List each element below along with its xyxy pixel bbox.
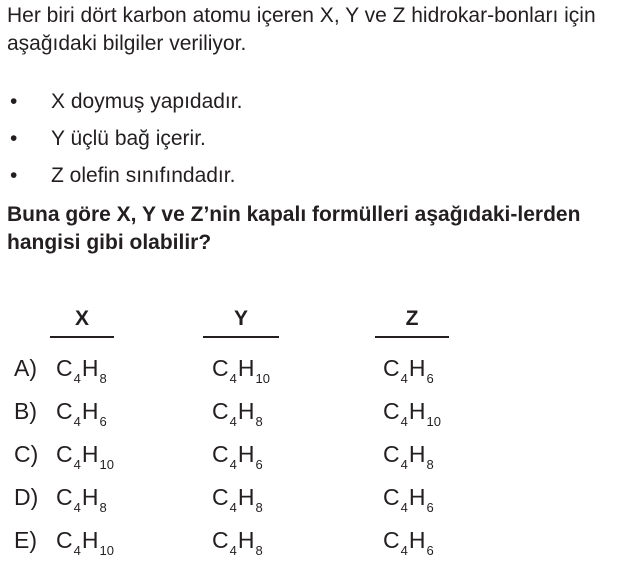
info-item xyxy=(0,127,640,164)
hydrogen-count: 6 xyxy=(99,414,107,429)
formula-x xyxy=(56,397,108,429)
element-symbol: H xyxy=(408,484,426,510)
element-symbol: H xyxy=(81,527,99,553)
formula-x xyxy=(56,526,115,558)
element-symbol: C xyxy=(383,484,400,510)
element-symbol: H xyxy=(408,527,426,553)
element-symbol: C xyxy=(56,398,73,424)
info-item xyxy=(0,90,640,127)
element-symbol: C xyxy=(383,398,400,424)
carbon-count: 4 xyxy=(73,457,81,472)
formula-z xyxy=(383,397,442,429)
element-symbol: H xyxy=(81,484,99,510)
hydrogen-count: 8 xyxy=(255,414,263,429)
hydrogen-count: 6 xyxy=(426,543,434,558)
element-symbol: H xyxy=(81,441,99,467)
element-symbol: C xyxy=(383,355,400,381)
formula-y xyxy=(212,440,264,472)
carbon-count: 4 xyxy=(400,371,408,386)
element-symbol: H xyxy=(237,527,255,553)
option-letter: B) xyxy=(14,398,37,424)
info-list xyxy=(0,90,640,201)
carbon-count: 4 xyxy=(229,543,237,558)
hydrogen-count: 8 xyxy=(426,457,434,472)
element-symbol: H xyxy=(237,441,255,467)
hydrogen-count: 10 xyxy=(426,414,441,429)
column-header-y: Y xyxy=(203,306,279,338)
bullet-icon: • xyxy=(10,164,18,187)
carbon-count: 4 xyxy=(73,500,81,515)
element-symbol: C xyxy=(56,441,73,467)
element-symbol: C xyxy=(212,484,229,510)
column-header-z: Z xyxy=(375,306,449,338)
formula-x xyxy=(56,354,108,386)
bullet-icon: • xyxy=(10,127,18,150)
formula-z xyxy=(383,526,435,558)
carbon-count: 4 xyxy=(73,414,81,429)
info-text: Y üçlü bağ içerir. xyxy=(51,127,206,150)
formula-y xyxy=(212,526,264,558)
answer-option-b[interactable] xyxy=(0,397,640,433)
formula-y xyxy=(212,483,264,515)
carbon-count: 4 xyxy=(400,500,408,515)
element-symbol: C xyxy=(212,441,229,467)
carbon-count: 4 xyxy=(229,500,237,515)
carbon-count: 4 xyxy=(73,543,81,558)
option-letter: A) xyxy=(14,355,37,381)
answer-option-a[interactable] xyxy=(0,354,640,390)
element-symbol: C xyxy=(56,484,73,510)
carbon-count: 4 xyxy=(73,371,81,386)
formula-x xyxy=(56,483,108,515)
element-symbol: H xyxy=(237,484,255,510)
option-letter: E) xyxy=(14,527,37,553)
hydrogen-count: 6 xyxy=(426,500,434,515)
info-text: X doymuş yapıdadır. xyxy=(51,90,243,113)
element-symbol: H xyxy=(408,441,426,467)
info-item xyxy=(0,164,640,201)
answer-option-d[interactable] xyxy=(0,483,640,519)
info-text: Z olefin sınıfındadır. xyxy=(51,164,236,187)
formula-z xyxy=(383,440,435,472)
formula-z xyxy=(383,483,435,515)
formula-z xyxy=(383,354,435,386)
element-symbol: C xyxy=(212,527,229,553)
element-symbol: C xyxy=(212,398,229,424)
answer-option-c[interactable] xyxy=(0,440,640,476)
intro-text: Her biri dört karbon atomu içeren X, Y ve Z hidrokar-bonları için aşağıdaki bilgiler veriliyor. xyxy=(7,4,596,55)
question-text: Buna göre X, Y ve Z’nin kapalı formülleri aşağıdaki-lerden hangisi gibi olabilir? xyxy=(7,203,581,254)
option-letter: C) xyxy=(14,441,39,467)
hydrogen-count: 6 xyxy=(426,371,434,386)
formula-x xyxy=(56,440,115,472)
carbon-count: 4 xyxy=(400,414,408,429)
bullet-icon: • xyxy=(10,90,18,113)
element-symbol: C xyxy=(383,441,400,467)
element-symbol: C xyxy=(56,527,73,553)
element-symbol: C xyxy=(56,355,73,381)
hydrogen-count: 10 xyxy=(255,371,270,386)
element-symbol: H xyxy=(408,355,426,381)
hydrogen-count: 8 xyxy=(255,543,263,558)
carbon-count: 4 xyxy=(400,543,408,558)
element-symbol: H xyxy=(81,355,99,381)
element-symbol: C xyxy=(212,355,229,381)
element-symbol: H xyxy=(237,398,255,424)
formula-y xyxy=(212,354,271,386)
question-intro xyxy=(7,2,637,58)
column-header-x: X xyxy=(50,306,114,338)
hydrogen-count: 8 xyxy=(99,500,107,515)
carbon-count: 4 xyxy=(229,371,237,386)
element-symbol: H xyxy=(408,398,426,424)
hydrogen-count: 10 xyxy=(99,543,114,558)
carbon-count: 4 xyxy=(229,414,237,429)
question-stem xyxy=(7,201,637,257)
answer-option-e[interactable] xyxy=(0,526,640,562)
element-symbol: H xyxy=(237,355,255,381)
option-letter: D) xyxy=(14,484,39,510)
hydrogen-count: 8 xyxy=(99,371,107,386)
element-symbol: H xyxy=(81,398,99,424)
element-symbol: C xyxy=(383,527,400,553)
carbon-count: 4 xyxy=(400,457,408,472)
hydrogen-count: 10 xyxy=(99,457,114,472)
hydrogen-count: 8 xyxy=(255,500,263,515)
formula-y xyxy=(212,397,264,429)
hydrogen-count: 6 xyxy=(255,457,263,472)
carbon-count: 4 xyxy=(229,457,237,472)
